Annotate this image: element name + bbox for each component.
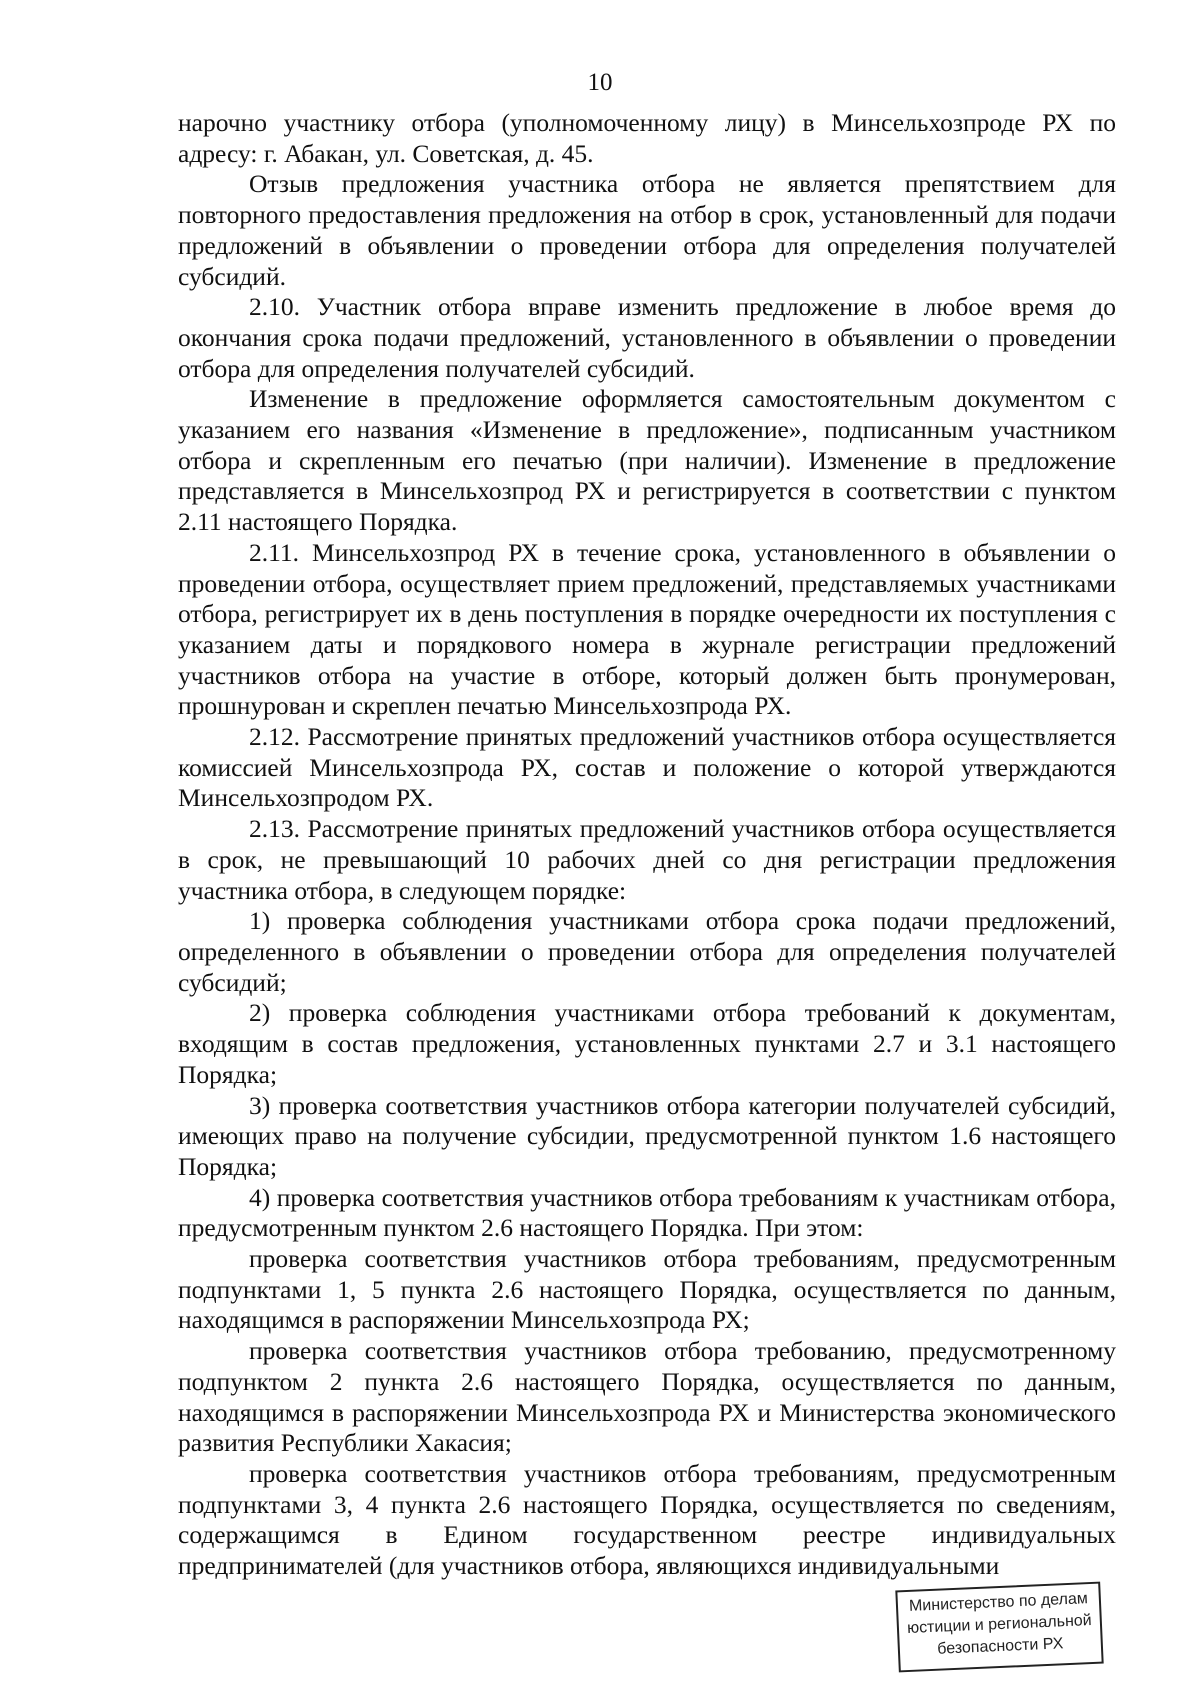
list-item: 1) проверка соблюдения участниками отбора срока подачи предложений, определенного в объявлении о проведении отбора для определения получателей субсидий; xyxy=(178,906,1116,997)
paragraph: Отзыв предложения участника отбора не является препятствием для повторного предоставления предложения на отбор в срок, установленный для подачи предложений в объявлении о проведении отбора для определения получателей субсидий. xyxy=(178,169,1116,291)
paragraph: 2.10. Участник отбора вправе изменить предложение в любое время до окончания срока подачи предложений, установленного в объявлении о проведении отбора для определения получателей субсидий. xyxy=(178,292,1116,383)
page-number: 10 xyxy=(587,69,613,96)
paragraph: нарочно участнику отбора (уполномоченному лицу) в Минсельхозпроде РХ по адресу: г. Абакан, ул. Советская, д. 45. xyxy=(178,108,1116,168)
paragraph: 2.11. Минсельхозпрод РХ в течение срока, установленного в объявлении о проведении отбора, осуществляет прием предложений, представляемых участниками отбора, регистрирует их в день поступления в порядке очередности их поступления с указанием даты и порядкового номера в журнале регистрации предложений участников отбора на участие в отборе, который должен быть пронумерован, прошнурован и скреплен печатью Минсельхозпрода РХ. xyxy=(178,537,1116,721)
stamp-line: юстиции и региональной xyxy=(906,1611,1093,1638)
paragraph: 2.13. Рассмотрение принятых предложений участников отбора осуществляется в срок, не превышающий 10 рабочих дней со дня регистрации предложения участника отбора, в следующем порядке: xyxy=(178,814,1116,905)
body-text xyxy=(178,108,1116,1582)
ministry-stamp xyxy=(895,1582,1103,1673)
stamp-line: Министерство по делам xyxy=(908,1590,1089,1615)
paragraph: проверка соответствия участников отбора требованиям, предусмотренным подпунктами 1, 5 пункта 2.6 настоящего Порядка, осуществляется по данным, находящимся в распоряжении Минсельхозпрода РХ; xyxy=(178,1244,1116,1335)
paragraph: 2.12. Рассмотрение принятых предложений участников отбора осуществляется комиссией Минсельхозпрода РХ, состав и положение о которой утверждаются Минсельхозпродом РХ. xyxy=(178,722,1116,813)
list-item: 2) проверка соблюдения участниками отбора требований к документам, входящим в состав предложения, установленных пунктами 2.7 и 3.1 настоящего Порядка; xyxy=(178,998,1116,1089)
paragraph: Изменение в предложение оформляется самостоятельным документом с указанием его названия «Изменение в предложение», подписанным участником отбора и скрепленным его печатью (при наличии). Изменение в предложение представляется в Минсельхозпрод РХ и регистрируется в соответствии с пунктом 2.11 настоящего Порядка. xyxy=(178,384,1116,537)
stamp-line: безопасности РХ xyxy=(936,1635,1064,1658)
paragraph: проверка соответствия участников отбора требованиям, предусмотренным подпунктами 3, 4 пункта 2.6 настоящего Порядка, осуществляется по сведениям, содержащимся в Едином государственном реестре индивидуальных предпринимателей (для участников отбора, являющихся индивидуальными xyxy=(178,1458,1116,1581)
paragraph: проверка соответствия участников отбора требованию, предусмотренному подпунктом 2 пункта 2.6 настоящего Порядка, осуществляется по данным, находящимся в распоряжении Минсельхозпрода РХ и Министерства экономического развития Республики Хакасия; xyxy=(178,1336,1116,1458)
list-item: 3) проверка соответствия участников отбора категории получателей субсидий, имеющих право на получение субсидии, предусмотренной пунктом 1.6 настоящего Порядка; xyxy=(178,1090,1116,1181)
list-item: 4) проверка соответствия участников отбора требованиям к участникам отбора, предусмотренным пунктом 2.6 настоящего Порядка. При этом: xyxy=(178,1182,1116,1243)
